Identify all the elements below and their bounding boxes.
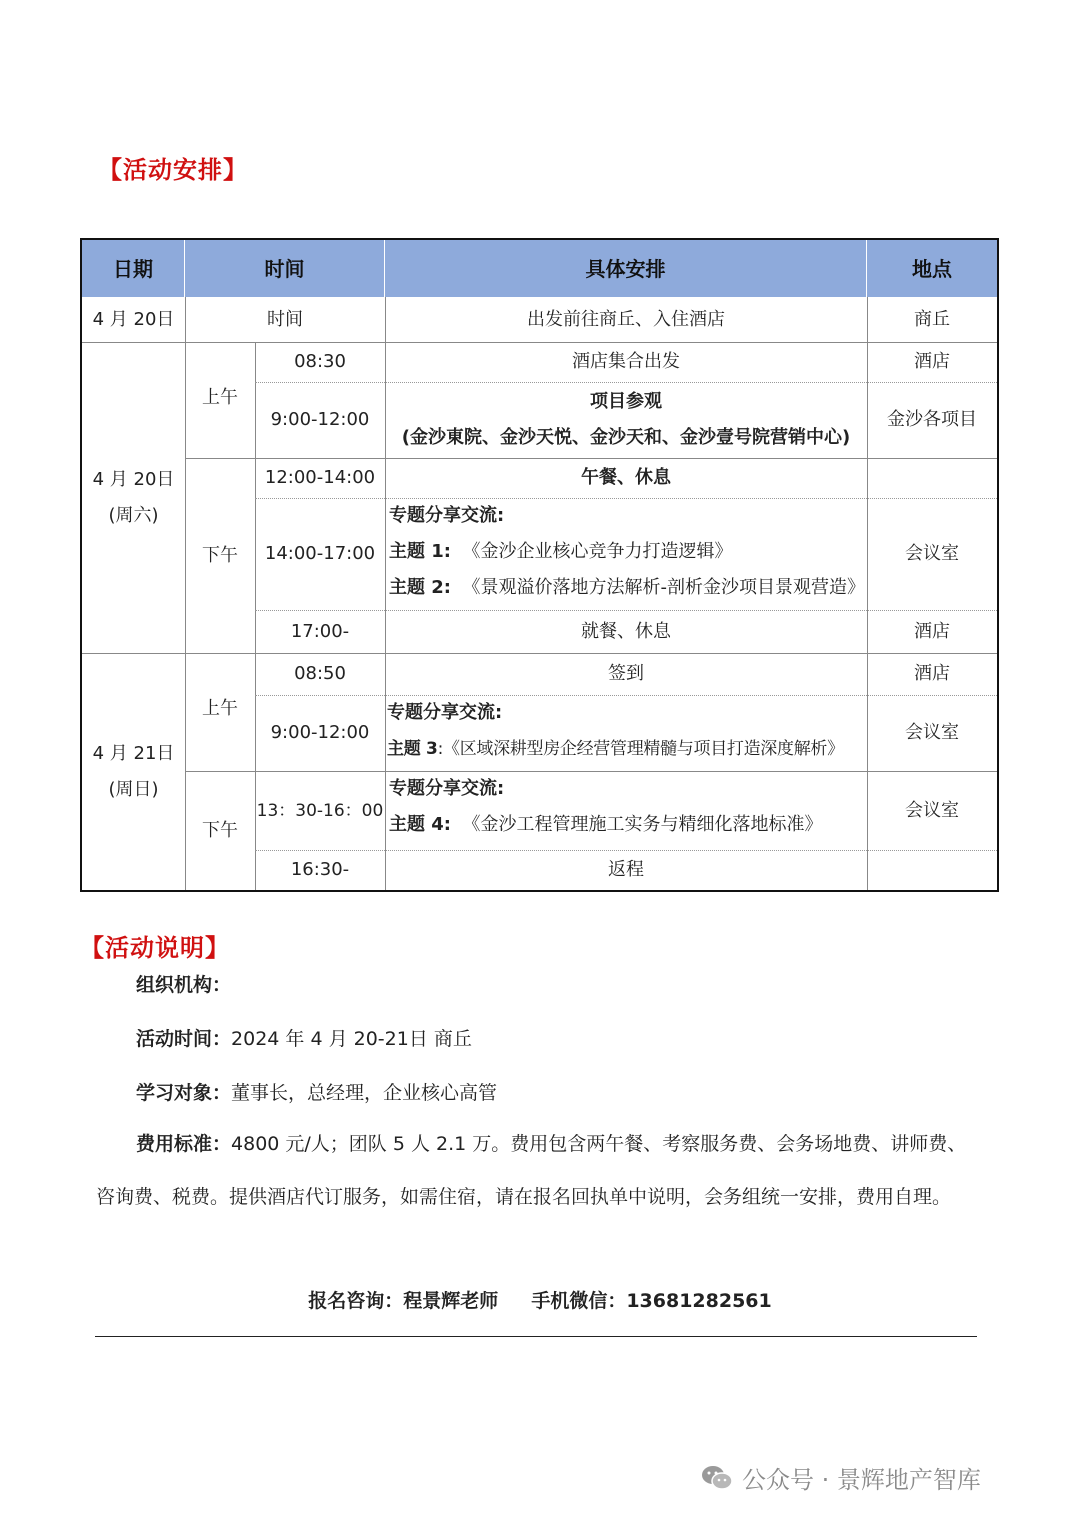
day2-r1-time: 08:30 <box>294 351 346 372</box>
day2-r5-time: 17:00- <box>290 620 350 642</box>
header-date: 日期 <box>82 240 185 297</box>
day2-r3-arrangement: 午餐、休息 <box>581 467 671 488</box>
row1-date: 4 月 20日 <box>92 308 175 330</box>
day3-r3-place: 会议室 <box>905 799 959 821</box>
day3-r1-time: 08:50 <box>294 663 346 684</box>
header-arrangement: 具体安排 <box>385 240 867 297</box>
day3-date-text: 4 月 21日 <box>92 742 175 764</box>
schedule-table <box>80 238 999 892</box>
topic3-label: 主题 3 <box>387 739 438 759</box>
target-line <box>136 1078 497 1105</box>
day3-r4-time: 16:30- <box>290 859 350 880</box>
divider <box>95 1336 977 1337</box>
day3-r3-time: 13：30-16：00 <box>256 800 384 821</box>
day2-r2-place: 金沙各项目 <box>887 409 977 430</box>
time-line <box>136 1024 472 1051</box>
day2-date-text: 4 月 20日 <box>92 468 175 490</box>
row1-place: 商丘 <box>914 308 950 330</box>
day2-weekday: (周六) <box>108 504 159 526</box>
topic1-label: 主题 1: <box>389 541 451 562</box>
org-label: 组织机构： <box>136 974 232 996</box>
day2-r4-time: 14:00-17:00 <box>264 543 376 564</box>
org-line <box>136 970 231 997</box>
fee-value: 4800 元/人；团队 5 人 2.1 万。费用包含两午餐、考察服务费、会务场地费、讲师费、咨询费、税费。提供酒店代订服务，如需住宿，请在报名回执单中说明，会务组统一安排，费用自理。 <box>96 1133 967 1208</box>
day3-r2-arrangement <box>385 695 867 771</box>
header-place: 地点 <box>867 240 997 297</box>
schedule-section-title: 【活动安排】 <box>98 156 248 184</box>
topic3-text: :《区域深耕型房企经营管理精髓与项目打造深度解析》 <box>437 739 844 759</box>
topic1-text: 《金沙企业核心竞争力打造逻辑》 <box>462 541 733 562</box>
day3-r4-place <box>867 850 997 890</box>
day2-r4-arrangement <box>385 498 867 610</box>
day2-r1-arrangement: 酒店集合出发 <box>572 351 680 372</box>
topic2-text: 《景观溢价落地方法解析-剖析金沙项目景观营造》 <box>462 577 865 598</box>
day3-r2-time: 9:00-12:00 <box>270 722 370 743</box>
fee-paragraph <box>96 1118 976 1224</box>
day2-am: 上午 <box>202 387 238 408</box>
topic4-label: 主题 4: <box>389 814 451 835</box>
day2-r2-detail: (金沙東院、金沙天悦、金沙天和、金沙壹号院营销中心) <box>401 427 851 448</box>
day3-r4-arrangement: 返程 <box>608 859 644 880</box>
watermark <box>700 1460 981 1495</box>
day2-date <box>82 342 185 653</box>
day2-r4-place: 会议室 <box>905 543 959 564</box>
topic2-label: 主题 2: <box>389 577 451 598</box>
wechat-icon <box>700 1463 734 1493</box>
day3-am: 上午 <box>202 698 238 719</box>
day3-r2-place: 会议室 <box>905 722 959 743</box>
day2-r2-time: 9:00-12:00 <box>270 409 370 430</box>
day3-weekday: (周日) <box>108 778 159 800</box>
topic4-text: 《金沙工程管理施工实务与精细化落地标准》 <box>462 814 823 835</box>
day2-r1-place: 酒店 <box>914 351 950 372</box>
day2-r5-arrangement: 就餐、休息 <box>581 620 671 642</box>
row1-arrangement: 出发前往商丘、入住酒店 <box>527 308 725 330</box>
day3-r1-place: 酒店 <box>914 663 950 684</box>
watermark-text: 公众号 · 景辉地产智库 <box>742 1466 981 1494</box>
day3-r3-heading: 专题分享交流: <box>389 778 505 799</box>
time-label: 活动时间： <box>136 1028 232 1050</box>
fee-label: 费用标准： <box>136 1133 232 1155</box>
header-time: 时间 <box>185 240 385 297</box>
day2-r3-place <box>867 458 997 498</box>
day3-r2-heading: 专题分享交流: <box>387 702 503 723</box>
day2-r2-arrangement <box>385 382 867 458</box>
day3-pm: 下午 <box>202 819 238 841</box>
day3-r3-arrangement <box>385 771 867 850</box>
target-value: 董事长，总经理，企业核心高管 <box>231 1082 498 1104</box>
target-label: 学习对象： <box>136 1082 232 1104</box>
day3-date <box>82 653 185 890</box>
row1-time: 时间 <box>267 308 303 330</box>
time-value: 2024 年 4 月 20-21日 商丘 <box>231 1028 472 1050</box>
day2-r2-title: 项目参观 <box>590 391 662 412</box>
contact-line: 报名咨询：程景辉老师 手机微信：13681282561 <box>308 1290 772 1312</box>
day2-r4-heading: 专题分享交流: <box>389 505 505 526</box>
day3-r1-arrangement: 签到 <box>608 663 644 684</box>
notes-section-title: 【活动说明】 <box>80 934 230 962</box>
day2-pm: 下午 <box>202 544 238 566</box>
day2-r3-time: 12:00-14:00 <box>264 467 376 488</box>
day2-r5-place: 酒店 <box>914 620 950 642</box>
